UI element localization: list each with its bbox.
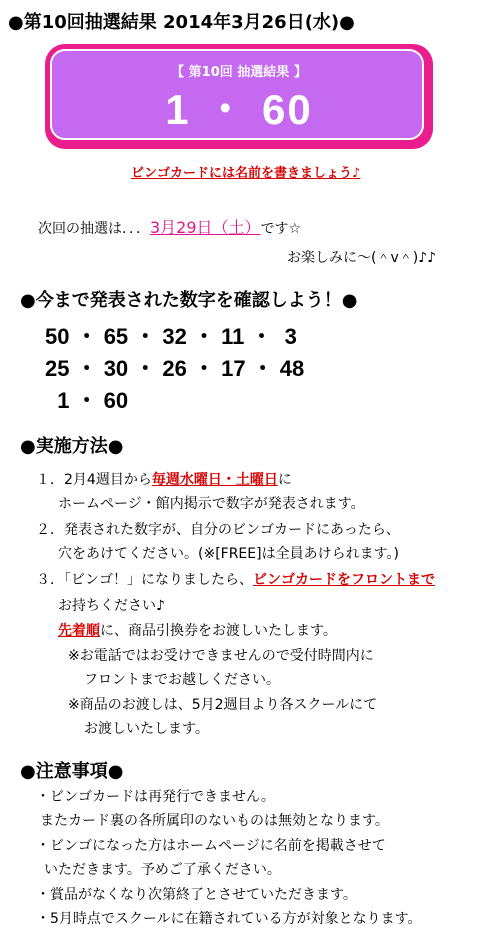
next-draw-date: 3月29日（土） — [150, 218, 261, 237]
method-heading: ●実施方法● — [20, 436, 124, 457]
page-title: ●第10回抽選結果 2014年3月26日(水)● — [8, 12, 355, 33]
next-draw-suffix: です☆ — [260, 221, 302, 237]
method-item-3-emphasis: ビンゴカードをフロントまで — [253, 572, 435, 588]
announced-line: 50 ・ 65 ・ 32 ・ 11 ・ 3 — [45, 324, 297, 349]
caution-line: ・ビンゴになった方はホームページに名前を掲載させて — [36, 838, 386, 854]
method-note-2: ※商品のお渡しは、5月2週目より各スクールにて — [68, 697, 378, 713]
cautions-heading: ●注意事項● — [20, 761, 124, 782]
result-box — [45, 44, 433, 149]
method-item-2: ２．発表された数字が、自分のビンゴカードにあったら、 — [36, 522, 400, 538]
method-note-1-line2: フロントまでお越しください。 — [84, 672, 280, 688]
method-item-1-line2: ホームページ・館内掲示で数字が発表されます。 — [58, 496, 365, 512]
caution-line: またカード裏の各所属印のないものは無効となります。 — [40, 813, 389, 829]
method-item-3-line3-text: に、商品引換券をお渡しいたします。 — [100, 623, 337, 639]
method-item-1-text: １．2月4週目から — [36, 472, 152, 488]
caution-line: ・ビンゴカードは再発行できません。 — [36, 789, 275, 805]
result-numbers: 1 ・ 60 — [165, 86, 313, 133]
caution-line: ・賞品がなくなり次第終了とさせていただきます。 — [36, 887, 357, 903]
method-note-2-line2: お渡しいたします。 — [84, 721, 209, 737]
next-draw-closing: お楽しみに～(＾v＾)♪♪ — [287, 250, 437, 266]
method-item-1-tail: に — [277, 472, 292, 488]
result-box-inner — [50, 49, 424, 140]
next-draw-line — [38, 215, 301, 238]
next-draw-prefix: 次回の抽選は．．． — [38, 221, 150, 237]
method-item-1-emphasis: 毎週水曜日・土曜日 — [151, 472, 278, 488]
caution-line: ・5月時点でスクールに在籍されている方が対象となります。 — [36, 911, 422, 927]
method-note-1: ※お電話ではお受けできませんので受付時間内に — [68, 648, 374, 664]
announced-line: 1 ・ 60 — [45, 388, 129, 413]
announced-line: 25 ・ 30 ・ 26 ・ 17 ・ 48 — [45, 356, 305, 381]
name-reminder: ビンゴカードには名前を書きましょう♪ — [131, 166, 361, 181]
method-item-3-line3 — [58, 620, 337, 640]
result-subtitle: 【 第10回 抽選結果 】 — [171, 65, 307, 80]
method-item-1 — [36, 469, 292, 489]
method-item-3-text: ３．「ビンゴ！」になりましたら、 — [36, 572, 253, 588]
first-come-label: 先着順 — [58, 623, 100, 639]
method-item-3-line2: お持ちください♪ — [58, 598, 165, 614]
caution-line: いただきます。予めご了承ください。 — [44, 862, 281, 878]
method-item-3 — [36, 569, 435, 589]
announced-heading: ●今まで発表された数字を確認しよう！● — [20, 290, 358, 311]
method-item-2-line2: 穴をあけてください。(※[FREE]は全員あけられます。) — [58, 546, 399, 562]
